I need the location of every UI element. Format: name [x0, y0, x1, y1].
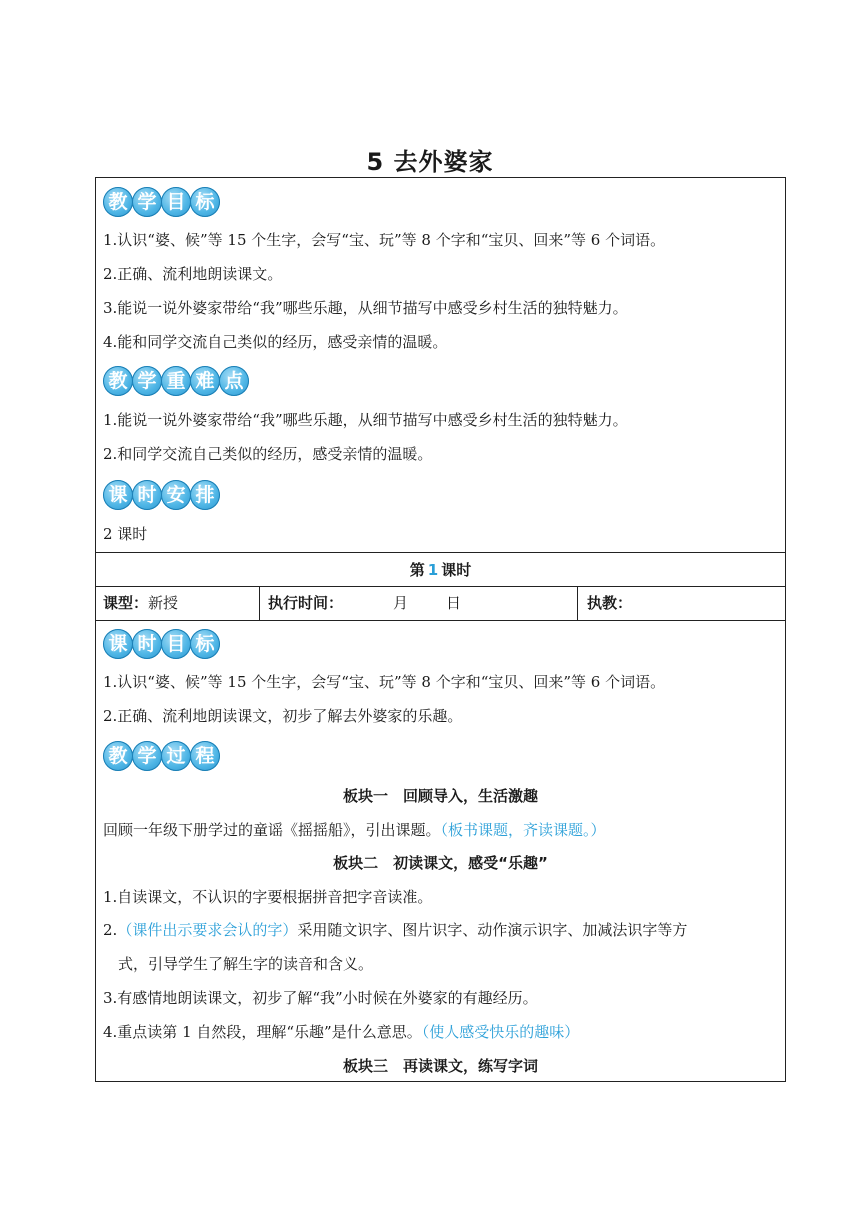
block1-text: 回顾一年级下册学过的童谣《摇摇船》，引出课题。（板书课题，齐读课题。）	[103, 821, 606, 839]
lesson-type: 课型：新授	[103, 594, 179, 612]
block2-item-continued: 式，引导学生了解生字的读音和含义。	[118, 955, 374, 973]
goal-item: 3.能说一说外婆家带给“我”哪些乐趣，从细节描写中感受乡村生活的独特魅力。	[103, 299, 628, 317]
goal-item: 4.能和同学交流自己类似的经历，感受亲情的温暖。	[103, 333, 448, 351]
schedule-text: 2 课时	[103, 525, 148, 543]
key-point-item: 2.和同学交流自己类似的经历，感受亲情的温暖。	[103, 445, 433, 463]
divider	[96, 620, 785, 621]
teaching-process-badge: 教 学 过 程	[103, 741, 219, 771]
goal-item: 1.认识“婆、候”等 15 个生字，会写“宝、玩”等 8 个字和“宝贝、回来”等 6 个词语。	[103, 231, 666, 249]
schedule-badge: 课 时 安 排	[103, 480, 219, 510]
objective-item: 1.认识“婆、候”等 15 个生字，会写“宝、玩”等 8 个字和“宝贝、回来”等 6 个词语。	[103, 673, 666, 691]
teacher-label: 执教：	[587, 594, 633, 612]
key-point-item: 1.能说一说外婆家带给“我”哪些乐趣，从细节描写中感受乡村生活的独特魅力。	[103, 411, 628, 429]
divider	[96, 552, 785, 553]
lesson-info-row	[96, 586, 785, 620]
day-label: 日	[446, 594, 462, 612]
page-title: 5 去外婆家	[366, 148, 494, 176]
block3-title: 板块三 再读课文，练写字词	[342, 1057, 538, 1075]
block2-item: 4.重点读第 1 自然段，理解“乐趣”是什么意思。（使人感受快乐的趣味）	[103, 1023, 580, 1041]
block2-item: 2.（课件出示要求会认的字）采用随文识字、图片识字、动作演示识字、加减法识字等方	[103, 921, 688, 939]
block2-item: 1.自读课文，不认识的字要根据拼音把字音读准。	[103, 888, 433, 906]
block2-item: 3.有感情地朗读课文，初步了解“我”小时候在外婆家的有趣经历。	[103, 989, 538, 1007]
lesson-objectives-badge: 课 时 目 标	[103, 629, 219, 659]
lesson-plan-table	[95, 177, 786, 1082]
month-label: 月	[393, 594, 409, 612]
block1-title: 板块一 回顾导入，生活激趣	[342, 787, 538, 805]
block2-title: 板块二 初读课文，感受“乐趣”	[333, 854, 548, 872]
teaching-goals-badge: 教 学 目 标	[103, 187, 219, 217]
goal-item: 2.正确、流利地朗读课文。	[103, 265, 283, 283]
lesson-heading: 第 1 课时	[409, 561, 472, 579]
objective-item: 2.正确、流利地朗读课文，初步了解去外婆家的乐趣。	[103, 707, 463, 725]
execution-time: 执行时间：	[268, 594, 344, 612]
key-points-badge: 教 学 重 难 点	[103, 366, 248, 396]
